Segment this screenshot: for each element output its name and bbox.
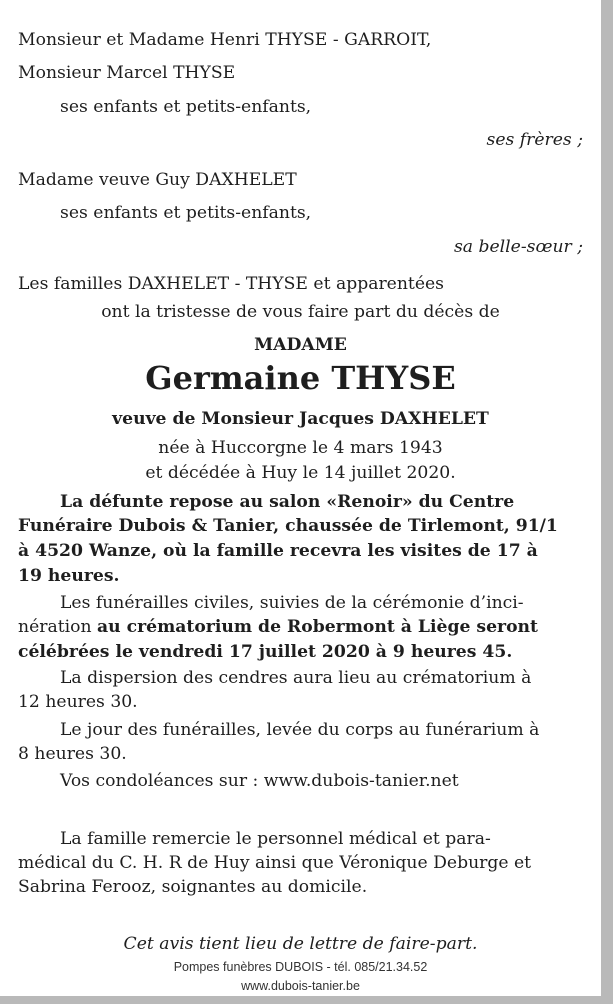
visitation-line-2: Funéraire Dubois & Tanier, chaussée de Tirlemont, 91/1 [18,516,558,536]
ceremony-line-2-plain: nération [18,617,97,637]
thanks-line-2: médical du C. H. R de Huy ainsi que Véronique Deburge et [18,853,532,873]
family-line-9: ont la tristesse de vous faire part du décès de [101,302,500,322]
family-line-4: ses frères ; [486,130,583,150]
visitation-line-3: à 4520 Wanze, où la famille recevra les visites de 17 à [18,541,538,561]
deceased-honorific: MADAME [254,335,347,355]
family-line-7: sa belle-sœur ; [453,237,583,257]
ceremony-line-1: Les funérailles civiles, suivies de la cérémonie d’inci- [60,593,524,613]
family-line-5: Madame veuve Guy DAXHELET [18,170,297,190]
family-line-2: Monsieur Marcel THYSE [18,63,236,83]
funeral-home-website: www.dubois-tanier.be [241,979,360,993]
ashes-line-1: La dispersion des cendres aura lieu au crématorium à [60,668,532,688]
faire-part-notice: Cet avis tient lieu de lettre de faire-part. [123,934,478,954]
visitation-line-4: 19 heures. [18,566,120,586]
deceased-born: née à Huccorgne le 4 mars 1943 [158,438,443,458]
deceased-died: et décédée à Huy le 14 juillet 2020. [145,463,456,483]
thanks-line-1: La famille remercie le personnel médical et para- [60,829,491,849]
thanks-line-3: Sabrina Ferooz, soignantes au domicile. [18,877,368,897]
ceremony-line-3: célébrées le vendredi 17 juillet 2020 à 9 heures 45. [18,642,513,662]
ceremony-line-2-bold: au crématorium de Robermont à Liège seront [97,617,538,637]
levee-line-1: Le jour des funérailles, levée du corps au funérarium à [60,720,540,740]
visitation-line-1: La défunte repose au salon «Renoir» du Centre [60,492,515,512]
deceased-name: Germaine THYSE [145,359,456,397]
family-line-1: Monsieur et Madame Henri THYSE - GARROIT, [18,30,432,50]
deceased-widow-of: veuve de Monsieur Jacques DAXHELET [112,409,489,429]
family-line-8: Les familles DAXHELET - THYSE et apparentées [18,274,444,294]
ceremony-line-2 [18,615,583,639]
funeral-home-line: Pompes funèbres DUBOIS - tél. 085/21.34.52 [173,960,428,974]
family-line-3: ses enfants et petits-enfants, [60,97,312,117]
ashes-line-2: 12 heures 30. [18,692,138,712]
levee-line-2: 8 heures 30. [18,744,127,764]
family-line-6: ses enfants et petits-enfants, [60,203,312,223]
condolences-line: Vos condoléances sur : www.dubois-tanier.net [60,771,459,791]
